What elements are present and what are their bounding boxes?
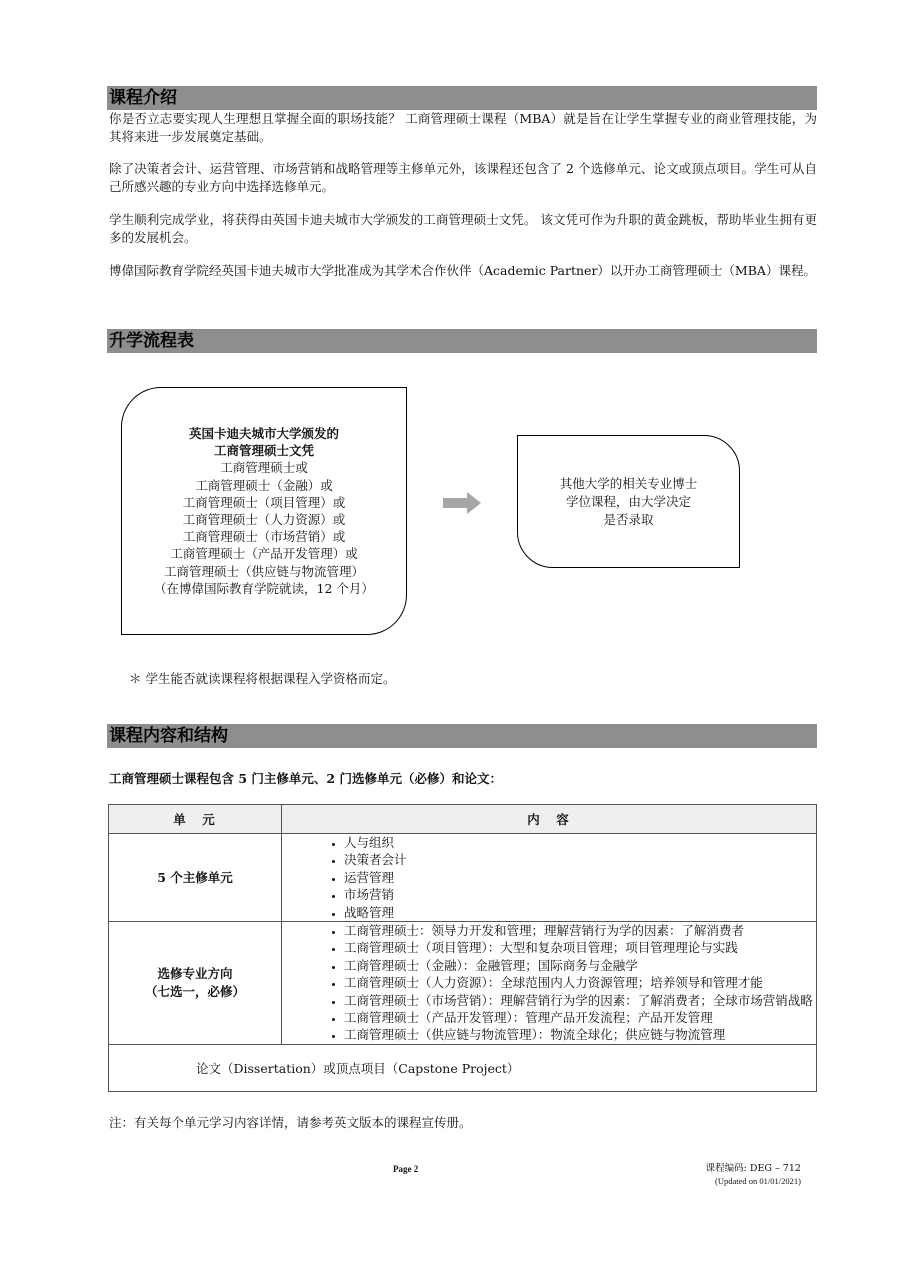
list-item: • 决策者会计 <box>344 851 816 868</box>
intro-paragraph-1: 你是否立志要实现人生理想且掌握全面的职场技能？ 工商管理硕士课程（MBA）就是旨在让学生掌握专业的商业管理技能，为其将来进一步发展奠定基础。 <box>109 111 817 144</box>
right-arrow-icon <box>443 492 481 514</box>
elective-label-line-1: 选修专业方向 <box>157 965 233 981</box>
list-item: • 人与组织 <box>344 834 816 851</box>
dissertation-cell: 论文（Dissertation）或顶点项目（Capstone Project） <box>109 1044 817 1091</box>
intro-paragraph-3: 学生顺利完成学业，将获得由英国卡迪夫城市大学颁发的工商管理硕士文凭。 该文凭可作为升职的黄金跳板，帮助毕业生拥有更多的发展机会。 <box>109 212 817 245</box>
pathway-note: ＊ 学生能否就读课程将根据课程入学资格而定。 <box>129 671 396 686</box>
table-row-core <box>109 834 817 922</box>
core-units-label: 5 个主修单元 <box>109 834 282 922</box>
diploma-heading-line-2: 工商管理硕士文凭 <box>213 443 314 459</box>
table-row-dissertation <box>109 1044 817 1091</box>
diploma-line: 工商管理硕士或 <box>220 460 308 476</box>
list-item: • 战略管理 <box>344 904 816 921</box>
doctorate-line: 是否录取 <box>603 511 654 527</box>
table-header-unit: 单 元 <box>109 805 282 834</box>
elective-units-list <box>282 922 816 1044</box>
elective-units-content <box>282 922 817 1045</box>
core-units-content <box>282 834 817 922</box>
page-number: Page 2 <box>393 1164 419 1174</box>
doctorate-line: 学位课程，由大学决定 <box>565 493 691 509</box>
list-item: • 工商管理硕士（市场营销）：理解营销行为学的因素：了解消费者；全球市场营销战略 <box>344 992 816 1009</box>
diploma-line: 工商管理硕士（金融）或 <box>195 477 333 493</box>
diploma-line: 工商管理硕士（项目管理）或 <box>182 494 346 510</box>
section-header-structure: 课程内容和结构 <box>107 724 817 748</box>
intro-paragraph-4: 博偉国际教育学院经英国卡迪夫城市大学批准成为其学术合作伙伴（Academic Partner）以开办工商管理硕士（MBA）课程。 <box>109 263 816 278</box>
structure-footnote: 注：有关每个单元学习内容详情，请参考英文版本的课程宣传册。 <box>109 1115 472 1130</box>
structure-lead-text: 工商管理硕士课程包含 5 门主修单元、2 门选修单元（必修）和论文： <box>109 771 502 786</box>
diploma-line: 工商管理硕士（供应链与物流管理） <box>163 563 364 579</box>
list-item: • 工商管理硕士（项目管理）：大型和复杂项目管理；项目管理理论与实践 <box>344 939 816 956</box>
intro-paragraph-2: 除了决策者会计、运营管理、市场营销和战略管理等主修单元外，该课程还包含了 2 个选修单元、论文或顶点项目。学生可从自己所感兴趣的专业方向中选择选修单元。 <box>109 161 817 194</box>
diploma-line: 工商管理硕士（市场营销）或 <box>182 529 346 545</box>
flowchart-box-doctorate <box>517 435 740 568</box>
diploma-line: 工商管理硕士（人力资源）或 <box>182 512 346 527</box>
diploma-heading-line-1: 英国卡迪夫城市大学颁发的 <box>188 425 339 441</box>
table-row-elective <box>109 922 817 1045</box>
diploma-line: （在博偉国际教育学院就读，12 个月） <box>154 580 374 596</box>
elective-units-label <box>109 922 282 1045</box>
table-header-row <box>109 805 817 834</box>
core-units-list <box>282 834 816 921</box>
diploma-line: 工商管理硕士（产品开发管理）或 <box>170 546 358 562</box>
course-code: 课程编码: DEG – 712 <box>705 1163 801 1174</box>
course-structure-table <box>108 804 817 1092</box>
course-code-block <box>705 1163 801 1187</box>
flowchart-box-mba-diploma <box>121 387 407 635</box>
section-header-pathway: 升学流程表 <box>107 329 817 353</box>
list-item: • 工商管理硕士（人力资源）：全球范围内人力资源管理；培养领导和管理才能 <box>344 974 816 991</box>
updated-date: (Updated on 01/01/2021) <box>715 1176 801 1186</box>
list-item: • 市场营销 <box>344 886 816 903</box>
list-item: • 工商管理硕士（供应链与物流管理）：物流全球化；供应链与物流管理 <box>344 1026 816 1043</box>
list-item: • 工商管理硕士（金融）：金融管理；国际商务与金融学 <box>344 957 816 974</box>
list-item: • 工商管理硕士：领导力开发和管理；理解营销行为学的因素：了解消费者 <box>344 922 816 939</box>
table-header-content: 内 容 <box>282 805 817 834</box>
list-item: • 运营管理 <box>344 869 816 886</box>
elective-label-line-2: （七选一，必修） <box>144 983 245 999</box>
list-item: • 工商管理硕士（产品开发管理）：管理产品开发流程；产品开发管理 <box>344 1009 816 1026</box>
section-header-intro: 课程介绍 <box>107 86 817 110</box>
doctorate-line: 其他大学的相关专业博士 <box>559 475 698 491</box>
